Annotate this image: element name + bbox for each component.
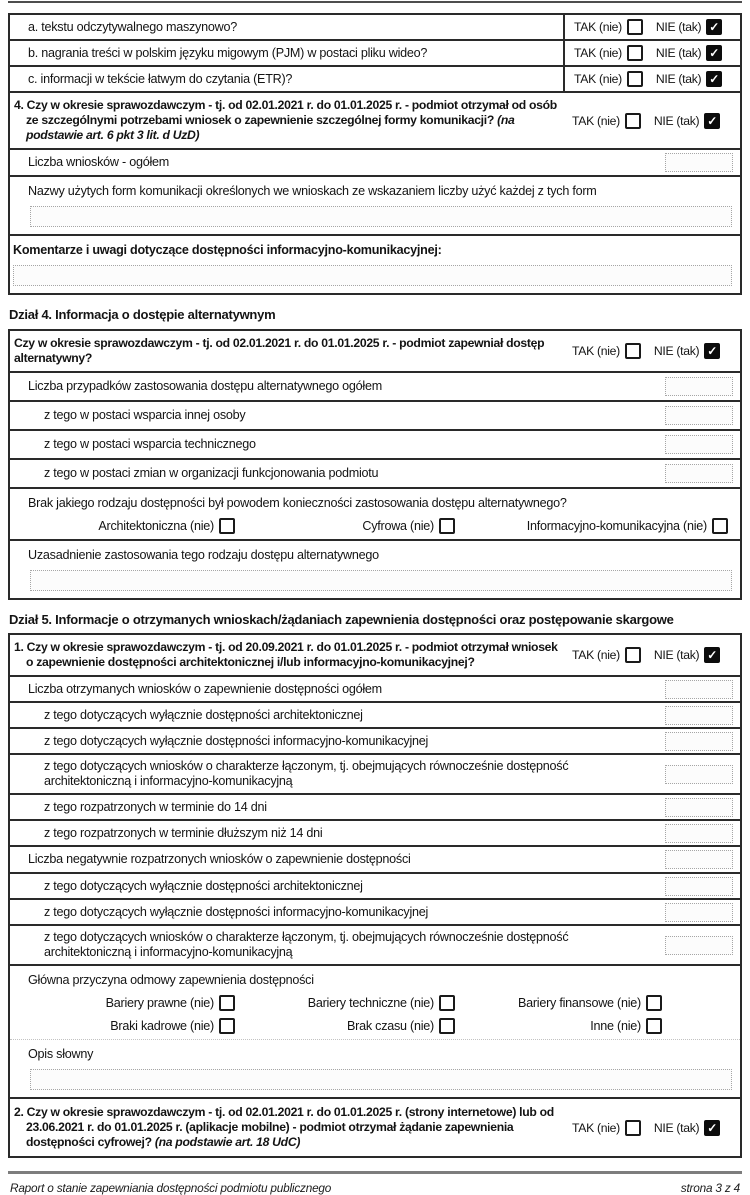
option-label: Brak czasu (nie) xyxy=(347,1019,434,1033)
row-label: z tego dotyczących wyłącznie dostępności informacyjno-komunikacyjnej xyxy=(44,904,429,919)
nie-checkbox[interactable] xyxy=(704,647,720,663)
request-count-input[interactable] xyxy=(665,153,733,172)
tak-checkbox[interactable] xyxy=(625,113,641,129)
over-14-days-input[interactable] xyxy=(665,824,733,843)
form-row-question4 xyxy=(10,93,740,150)
form-row-question1 xyxy=(10,635,740,677)
bariery-finansowe-checkbox[interactable] xyxy=(646,995,662,1011)
dzial3-table xyxy=(8,13,742,295)
nie-label: NIE (tak) xyxy=(655,20,702,34)
option-label: Inne (nie) xyxy=(590,1019,641,1033)
yes-no-group xyxy=(563,331,740,371)
row-label: Nazwy użytych form komunikacji określonych we wnioskach ze wskazaniem liczby użyć każdej z tych form xyxy=(28,184,597,198)
nie-checkbox[interactable] xyxy=(704,113,720,129)
description-input[interactable] xyxy=(30,1069,732,1090)
yes-no-group xyxy=(563,15,740,39)
option-cyfrowa xyxy=(235,518,455,534)
yes-no-group xyxy=(563,93,740,148)
yes-no-group xyxy=(563,41,740,65)
question-text: Czy w okresie sprawozdawczym - tj. od 02.01.2021 r. do 01.01.2025 r. - podmiot zapewniał dostęp alternatywny? xyxy=(14,336,545,365)
row-label: Liczba otrzymanych wniosków o zapewnienie dostępności ogółem xyxy=(28,681,382,696)
received-total-input[interactable] xyxy=(665,680,733,699)
row-label: z tego dotyczących wyłącznie dostępności architektonicznej xyxy=(44,707,363,722)
nie-checkbox[interactable] xyxy=(704,1120,720,1136)
option-inne xyxy=(455,1018,740,1034)
form-row-infocom-only xyxy=(10,729,740,755)
form-row-machine-readable xyxy=(10,15,740,41)
inne-checkbox[interactable] xyxy=(646,1018,662,1034)
nie-label: NIE (tak) xyxy=(653,113,700,128)
description-label: Opis słowny xyxy=(28,1047,94,1061)
option-label: Bariery techniczne (nie) xyxy=(307,996,434,1010)
infocom-only-input[interactable] xyxy=(665,732,733,751)
option-bariery-finansowe xyxy=(455,995,740,1011)
yes-no-group xyxy=(563,67,740,91)
form-row-communication-forms xyxy=(10,177,740,236)
option-braki-kadrowe xyxy=(10,1018,235,1034)
footer-document-title: Raport o stanie zapewniania dostępności podmiotu publicznego xyxy=(10,1181,332,1195)
form-row-alt-org-changes xyxy=(10,460,740,489)
form-row-alt-total xyxy=(10,373,740,402)
negative-arch-input[interactable] xyxy=(665,877,733,896)
option-informacyjno-komunikacyjna xyxy=(455,518,740,534)
bariery-prawne-checkbox[interactable] xyxy=(219,995,235,1011)
dzial4-heading: Dział 4. Informacja o dostępie alternatywnym xyxy=(9,307,276,322)
reason-options xyxy=(10,518,740,534)
row-label: Liczba wniosków - ogółem xyxy=(28,155,169,169)
tak-label: TAK (nie) xyxy=(574,20,622,34)
option-bariery-techniczne xyxy=(235,995,455,1011)
tak-checkbox[interactable] xyxy=(625,1120,641,1136)
tak-label: TAK (nie) xyxy=(572,113,620,128)
form-row-within-14-days xyxy=(10,795,740,821)
check-icon: ✓ xyxy=(707,344,718,358)
form-row-alt-access-question xyxy=(10,331,740,373)
row-label: Liczba negatywnie rozpatrzonych wniosków o zapewnienie dostępności xyxy=(28,852,411,866)
form-row-request-count xyxy=(10,150,740,177)
form-row-negative-combined xyxy=(10,926,740,966)
yes-no-group xyxy=(563,1099,740,1156)
cyfrowa-checkbox[interactable] xyxy=(439,518,455,534)
form-row-alt-person-support xyxy=(10,402,740,431)
row-label: z tego w postaci zmian w organizacji funkcjonowania podmiotu xyxy=(44,466,379,480)
form-row-etr xyxy=(10,67,740,93)
refusal-options-row1 xyxy=(10,995,740,1011)
tak-label: TAK (nie) xyxy=(572,648,620,662)
tak-checkbox[interactable] xyxy=(625,647,641,663)
nie-checkbox[interactable] xyxy=(706,71,722,87)
form-row-over-14-days xyxy=(10,821,740,847)
question2-main: 2. Czy w okresie sprawozdawczym - tj. od 02.01.2021 r. do 01.01.2025 r. (strony internetowe) lub od 23.06.2021 r. do 01.01.2025 r. (aplikacje mobilne) - podmiot otrzymał żądanie zapewnienia dostępności cyfrowej? xyxy=(14,1105,554,1149)
form-row-comments xyxy=(10,236,740,293)
alt-person-support-input[interactable] xyxy=(665,406,733,425)
row-label: z tego dotyczących wniosków o charakterze łączonym, tj. obejmujących równocześnie dostępność architektoniczną i informacyjno-komunikacyjną xyxy=(44,759,569,788)
architektoniczna-checkbox[interactable] xyxy=(219,518,235,534)
check-icon: ✓ xyxy=(709,46,720,60)
option-label: Informacyjno-komunikacyjna (nie) xyxy=(526,519,707,533)
option-label: Bariery finansowe (nie) xyxy=(517,996,641,1010)
nie-checkbox[interactable] xyxy=(704,343,720,359)
form-row-refusal-reason xyxy=(10,966,740,1039)
nie-label: NIE (tak) xyxy=(655,72,702,86)
check-icon: ✓ xyxy=(709,20,720,34)
row-label: z tego dotyczących wniosków o charakterze łączonym, tj. obejmujących równocześnie dostępność architektoniczną i informacyjno-komunikacyjną xyxy=(44,930,569,959)
row-label: z tego dotyczących wyłącznie dostępności architektonicznej xyxy=(44,878,363,893)
tak-label: TAK (nie) xyxy=(572,1120,620,1135)
page-footer xyxy=(8,1174,742,1195)
comments-input[interactable] xyxy=(13,265,732,286)
dzial4-table xyxy=(8,329,742,600)
form-row-missing-access-type xyxy=(10,489,740,541)
negative-infocom-input[interactable] xyxy=(665,903,733,922)
row-label: z tego w postaci wsparcia technicznego xyxy=(44,437,256,451)
option-label: Braki kadrowe (nie) xyxy=(110,1019,214,1033)
form-row-received-total xyxy=(10,677,740,703)
alt-org-changes-input[interactable] xyxy=(665,464,733,483)
question4-main: 4. Czy w okresie sprawozdawczym - tj. od 02.01.2021 r. do 01.01.2025 r. - podmiot otrzymał od osób ze szczególnymi potrzebami wniosek o zapewnienie szczególnej formy komunikacji? xyxy=(14,98,557,127)
nie-label: NIE (tak) xyxy=(655,46,702,60)
dzial5-heading: Dział 5. Informacje o otrzymanych wnioskach/żądaniach zapewnienia dostępności oraz postępowanie skargowe xyxy=(9,612,674,627)
refusal-label: Główna przyczyna odmowy zapewnienia dostępności xyxy=(28,973,314,987)
check-icon: ✓ xyxy=(707,648,718,662)
refusal-options-row2 xyxy=(10,1018,740,1034)
row-label: z tego w postaci wsparcia innej osoby xyxy=(44,408,246,422)
reason-question-label: Brak jakiego rodzaju dostępności był powodem konieczności zastosowania dostępu alternatywnego? xyxy=(28,496,567,510)
check-icon: ✓ xyxy=(709,72,720,86)
form-row-combined xyxy=(10,755,740,795)
within-14-days-input[interactable] xyxy=(665,798,733,817)
check-icon: ✓ xyxy=(707,113,718,128)
form-row-justification xyxy=(10,541,740,598)
option-label: Bariery prawne (nie) xyxy=(105,996,214,1010)
nie-label: NIE (tak) xyxy=(653,648,700,662)
tak-label: TAK (nie) xyxy=(574,72,622,86)
form-row-negative-total xyxy=(10,847,740,874)
arch-only-input[interactable] xyxy=(665,706,733,725)
form-row-negative-infocom xyxy=(10,900,740,926)
tak-label: TAK (nie) xyxy=(572,344,620,358)
form-row-negative-arch xyxy=(10,874,740,900)
row-label: z tego dotyczących wyłącznie dostępności informacyjno-komunikacyjnej xyxy=(44,733,429,748)
negative-total-input[interactable] xyxy=(665,850,733,869)
communication-forms-input[interactable] xyxy=(30,206,732,227)
justification-input[interactable] xyxy=(30,570,732,591)
tak-checkbox[interactable] xyxy=(625,343,641,359)
bariery-techniczne-checkbox[interactable] xyxy=(439,995,455,1011)
informacyjno-komunikacyjna-checkbox[interactable] xyxy=(712,518,728,534)
negative-combined-input[interactable] xyxy=(665,936,733,955)
brak-czasu-checkbox[interactable] xyxy=(439,1018,455,1034)
question4-cite: (na podstawie art. 6 pkt 3 lit. d UzD) xyxy=(26,113,515,142)
option-brak-czasu xyxy=(235,1018,455,1034)
row-label: a. tekstu odczytywalnego maszynowo? xyxy=(28,19,237,34)
tak-checkbox[interactable] xyxy=(627,45,643,61)
option-bariery-prawne xyxy=(10,995,235,1011)
justification-label: Uzasadnienie zastosowania tego rodzaju dostępu alternatywnego xyxy=(28,548,379,562)
previous-table-edge xyxy=(8,1,742,3)
row-label: z tego rozpatrzonych w terminie dłuższym niż 14 dni xyxy=(44,825,323,840)
row-label: Liczba przypadków zastosowania dostępu alternatywnego ogółem xyxy=(28,379,382,393)
braki-kadrowe-checkbox[interactable] xyxy=(219,1018,235,1034)
tak-checkbox[interactable] xyxy=(627,19,643,35)
nie-checkbox[interactable] xyxy=(706,19,722,35)
alt-total-input[interactable] xyxy=(665,377,733,396)
nie-label: NIE (tak) xyxy=(653,344,700,358)
option-label: Architektoniczna (nie) xyxy=(98,519,214,533)
question-text xyxy=(10,1100,563,1155)
yes-no-group xyxy=(563,635,740,675)
question-text: 1. Czy w okresie sprawozdawczym - tj. od 20.09.2021 r. do 01.01.2025 r. - podmiot otrzymał wniosek o zapewnienie dostępności architektonicznej i/lub informacyjno-komunikacyjnej? xyxy=(14,640,558,669)
form-row-arch-only xyxy=(10,703,740,729)
footer-page-number: strona 3 z 4 xyxy=(680,1181,740,1195)
tak-checkbox[interactable] xyxy=(627,71,643,87)
row-label: b. nagrania treści w polskim języku migowym (PJM) w postaci pliku wideo? xyxy=(28,45,428,60)
alt-tech-support-input[interactable] xyxy=(665,435,733,454)
row-label: z tego rozpatrzonych w terminie do 14 dni xyxy=(44,799,267,814)
row-label: c. informacji w tekście łatwym do czytania (ETR)? xyxy=(28,71,293,86)
dzial5-table xyxy=(8,633,742,1158)
check-icon: ✓ xyxy=(707,1120,718,1135)
form-row-pjm-video xyxy=(10,41,740,67)
nie-label: NIE (tak) xyxy=(653,1120,700,1135)
nie-checkbox[interactable] xyxy=(706,45,722,61)
option-label: Cyfrowa (nie) xyxy=(362,519,434,533)
tak-label: TAK (nie) xyxy=(574,46,622,60)
question-text xyxy=(10,93,563,148)
combined-input[interactable] xyxy=(665,765,733,784)
question2-cite: (na podstawie art. 18 UdC) xyxy=(154,1135,301,1149)
option-architektoniczna xyxy=(10,518,235,534)
form-row-question2 xyxy=(10,1099,740,1156)
form-row-alt-tech-support xyxy=(10,431,740,460)
form-row-description xyxy=(10,1039,740,1099)
comments-label: Komentarze i uwagi dotyczące dostępności informacyjno-komunikacyjnej: xyxy=(13,243,442,257)
form-page xyxy=(0,1,750,1195)
